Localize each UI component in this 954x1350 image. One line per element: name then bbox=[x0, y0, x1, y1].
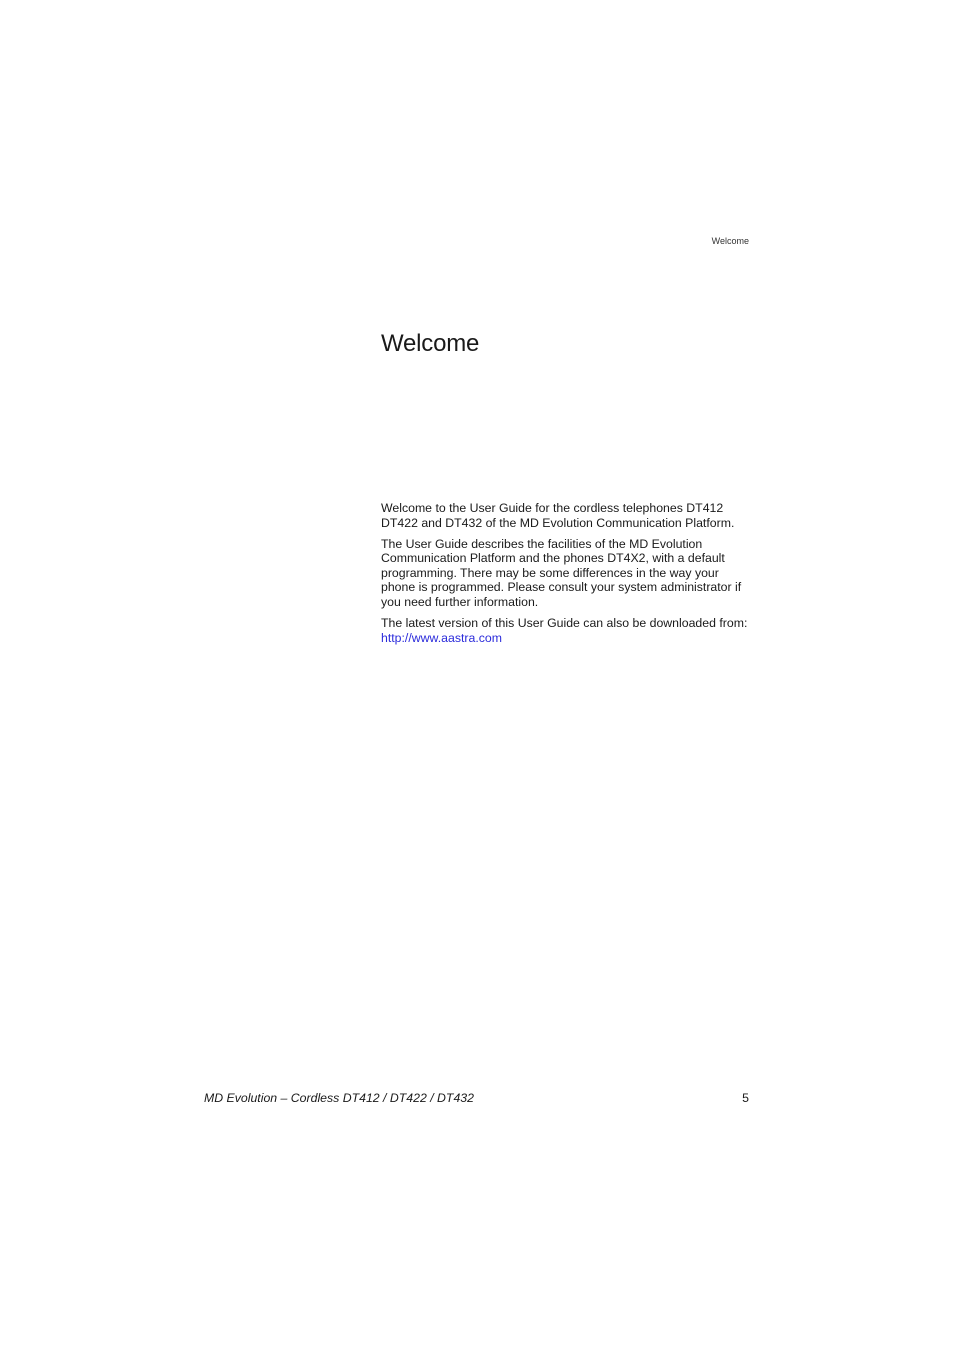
intro-paragraph: Welcome to the User Guide for the cordless telephones DT412 DT422 and DT432 of the MD Evolution Communication Platform. bbox=[381, 501, 735, 530]
page-title: Welcome bbox=[381, 330, 480, 357]
page-number: 5 bbox=[742, 1091, 749, 1105]
download-paragraph bbox=[381, 616, 751, 645]
download-text: The latest version of this User Guide can also be downloaded from: bbox=[381, 615, 748, 630]
footer-document-title: MD Evolution – Cordless DT412 / DT422 / DT432 bbox=[204, 1091, 474, 1105]
aastra-website-link[interactable]: http://www.aastra.com bbox=[381, 630, 502, 645]
description-paragraph: The User Guide describes the facilities of the MD Evolution Communication Platform and the phones DT4X2, with a default programming. There may be some differences in the way your phone is programmed. Please consult your system administrator if you need further information. bbox=[381, 536, 742, 609]
running-header: Welcome bbox=[711, 236, 749, 246]
body-text bbox=[381, 501, 751, 652]
